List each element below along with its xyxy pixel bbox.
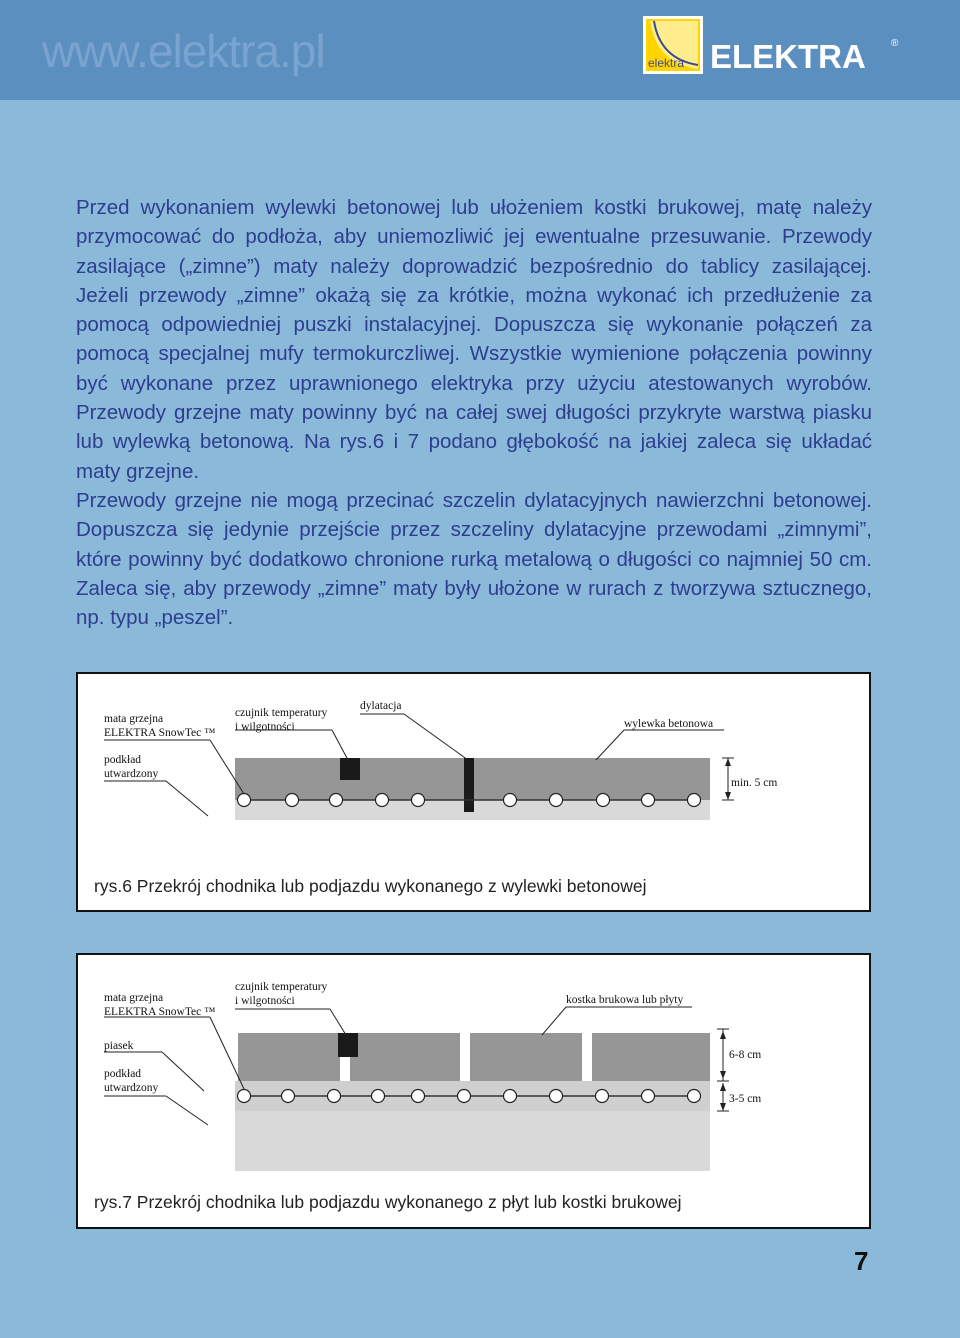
- caption-rys7: rys.7 Przekrój chodnika lub podjazdu wykonanego z płyt lub kostki brukowej: [94, 1192, 682, 1212]
- label-czujnik: czujnik temperatury i wilgotności: [235, 707, 328, 733]
- label-kostka: kostka brukowa lub płyty: [566, 994, 684, 1006]
- label-mata-grzejna: mata grzejna ELEKTRA SnowTec ™: [104, 713, 216, 739]
- body-text: [76, 193, 872, 632]
- figure-rys6: [76, 672, 871, 912]
- caption-rys6: rys.6 Przekrój chodnika lub podjazdu wykonanego z wylewki betonowej: [94, 876, 647, 896]
- logo-brand-text: ELEKTRA: [710, 38, 866, 75]
- label-dylatacja: dylatacja: [360, 700, 402, 712]
- label-czujnik: czujnik temperatury i wilgotności: [235, 981, 328, 1007]
- label-piasek: piasek: [104, 1040, 134, 1052]
- logo-small-text: elektra: [648, 56, 685, 70]
- label-wylewka: wylewka betonowa: [624, 718, 714, 730]
- label-min-5cm: min. 5 cm: [731, 777, 778, 789]
- label-podklad: podkład utwardzony: [104, 1068, 159, 1094]
- paragraph: Przewody grzejne nie mogą przecinać szczelin dylatacyjnych nawierzchni betonowej. Dopuszcza się jedynie przejście przez szczeliny dylatacyjne przewodami „zimnymi”, które powinny być dodatkowo chronione rurką metalową o długości co najmniej 50 cm. Zaleca się, aby przewody „zimne” maty były ułożone w rurach z tworzywa sztucznego, np. typu „peszel”.: [76, 488, 872, 630]
- label-mata-grzejna: mata grzejna ELEKTRA SnowTec ™: [104, 992, 216, 1018]
- site-url[interactable]: www.elektra.pl: [42, 25, 325, 77]
- paragraph: Przed wykonaniem wylewki betonowej lub ułożeniem kostki brukowej, matę należy przymocować do podłoża, aby uniemozliwić jej ewentualne przesuwanie. Przewody zasilające („zimne”) maty należy doprowadzić bezpośrednio do tablicy zasilającej. Jeżeli przewody „zimne” okażą się za krótkie, można wykonać ich przedłużenie za pomocą odpowiedniej puszki instalacyjnej. Dopuszcza się wykonanie połączeń za pomocą specjalnej mufy termokurczliwej. Wszystkie wymienione połączenia powinny być wykonane przez uprawnionego elektryka przy użyciu atestowanych wyrobów. Przewody grzejne maty powinny być na całej swej długości przykryte warstwą piasku lub wylewką betonową. Na rys.6 i 7 podano głębokość na jakiej zaleca się układać maty grzejne.: [76, 196, 872, 483]
- rys6-cross-section-diagram: [78, 674, 869, 910]
- label-6-8cm: 6-8 cm: [729, 1049, 762, 1061]
- page-number: 7: [854, 1246, 869, 1276]
- label-podklad: podkład utwardzony: [104, 754, 159, 780]
- label-3-5cm: 3-5 cm: [729, 1093, 762, 1105]
- registered-mark: ®: [891, 38, 899, 49]
- figure-rys7: [76, 953, 871, 1229]
